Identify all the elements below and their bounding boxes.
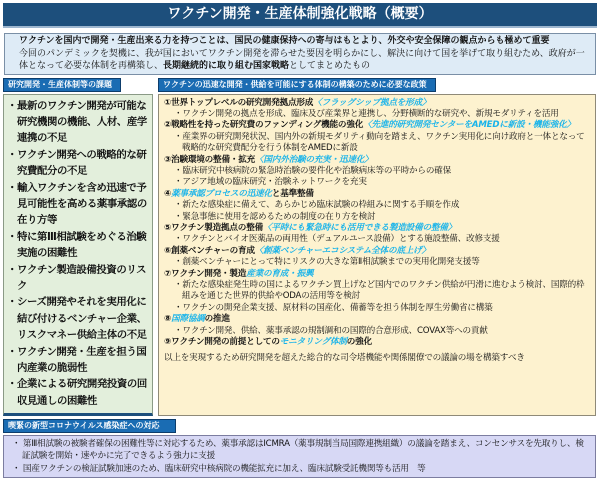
policy-heading	[164, 120, 592, 131]
covid-response-label: 喫緊の新型コロナウイルス感染症への対応	[3, 419, 176, 433]
policies-label: ワクチンの迅速な開発・供給を可能にする体制の構築のために必要な政策	[158, 78, 436, 92]
challenges-label: 研究開発・生産体制等の課題	[3, 78, 121, 92]
policy-heading	[164, 269, 592, 280]
policy-bullet: ・臨床研究中核病院の緊急時治験の要件化や治験病床等の平時からの確保	[174, 165, 451, 176]
policy-title: ②戦略性を持った研究費のファンディング機能の強化	[164, 120, 364, 131]
policy-highlight: 〈創薬ベンチャーエコシステム全体の底上げ〉	[254, 245, 431, 256]
policy-title-suffix: の強化	[346, 337, 372, 348]
challenge-item: ・ワクチン開発・生産を担う国内産業の脆弱性	[7, 345, 147, 374]
policy-heading	[164, 314, 592, 325]
policy-bullet: ・創薬ベンチャーにとって特にリスクの大きな第Ⅱ相試験までの実用化開発支援等	[174, 257, 480, 268]
challenge-item: ・企業による研究開発投資の回収見通しの困難性	[7, 378, 147, 407]
intro-body-text: 今回のパンデミックを契機に、我が国においてワクチン開発を滞らせた要因を明らかにし、解決に向けて国を挙げて取り組むため、政府が一体となって必要な体制を再構築し、	[19, 48, 585, 71]
challenge-item: ・特に第Ⅲ相試験をめぐる治験実施の困難性	[7, 230, 147, 260]
intro-box	[4, 33, 596, 75]
intro-emphasis: 長期継続的に取り組む国家戦略	[163, 61, 290, 71]
main-panels	[3, 94, 597, 417]
policy-heading	[164, 98, 592, 109]
policy-title: ⑨ワクチン開発の前提としての	[164, 337, 280, 348]
policy-highlight: 産業の育成・振興	[246, 268, 314, 279]
policies-panel	[158, 94, 596, 417]
policy-highlight: モニタリング体制	[279, 337, 347, 348]
policy-bullet: ・緊急事態に使用を認めるための制度の在り方を検討	[174, 211, 376, 222]
covid-response-item: ・ 国産ワクチンの検証試験加速のため、臨床研究中核病院の機能拡充に加え、臨床試験受託機関等も活用 等	[12, 463, 426, 474]
intro-lead: ワクチンを国内で開発・生産出来る力を持つことは、国民の健康保持への寄与はもとより、外交や安全保障の観点からも極めて重要	[19, 36, 550, 46]
policy-title-suffix: と基準整備	[271, 188, 314, 199]
policy-bullet: ・ワクチンとバイオ医薬品の両用性（デュアルユース設備）とする施設整備、改修支援	[174, 234, 500, 245]
page-title: ワクチン開発・生産体制強化戦略（概要）	[3, 3, 597, 28]
policy-bullet: ・新たな感染症発生時の国によるワクチン買上げなど国内でのワクチン供給が円滑に進むよう検討、国際的枠組みを通じた世界的供給やODAの活用等を検討	[174, 280, 585, 302]
challenges-panel	[3, 94, 153, 417]
policy-highlight: 〈フラッグシップ拠点を形成〉	[313, 97, 431, 108]
policy-bullet: ・ワクチン開発の拠点を形成、臨床及び産業界と連携し、分野横断的な研究や、新規モダリティを活用	[174, 108, 559, 119]
policy-bullet: ・ワクチンの開発企業支援、原材料の国産化、備蓄等を担う体制を厚生労働省に構築	[174, 302, 493, 313]
policy-heading	[164, 337, 592, 348]
covid-response-panel	[3, 435, 596, 478]
policy-title: ①世界トップレベルの研究開発拠点形成	[164, 97, 314, 108]
policy-title: ④	[164, 188, 172, 199]
covid-label-row	[3, 419, 597, 433]
policy-heading	[164, 246, 592, 257]
policy-conclusion: 以上を実現するため研究開発を超えた総合的な司令塔機能や関係閣僚での議論の場を構築すべき	[164, 353, 525, 364]
policy-highlight: 〈先進的研究開発センターをAMEDに新設・機能強化〉	[363, 120, 575, 131]
policy-title-suffix: の推進	[204, 314, 230, 325]
policy-highlight: 〈平時にも緊急時にも活用できる製造設備の整備〉	[262, 222, 457, 233]
policy-heading	[164, 223, 592, 234]
policy-bullet: ・新たな感染症に備えて、あらかじめ臨床試験の枠組みに関する手順を作成	[174, 200, 460, 211]
policy-bullet: ・ワクチン開発、供給、薬事承認の規制調和の国際的合意形成、COVAX等への貢献	[174, 325, 488, 336]
policy-title: ⑦ワクチン開発・製造	[164, 268, 247, 279]
policy-highlight: 薬事承認プロセスの迅速化	[171, 188, 272, 199]
policy-title: ⑧	[164, 314, 172, 325]
policy-heading	[164, 189, 592, 200]
challenge-item: ・最新のワクチン開発が可能な研究機関の機能、人材、産学連携の不足	[7, 99, 147, 145]
policy-bullet: ・アジア地域の臨床研究・治験ネットワークを充実	[174, 177, 367, 188]
panel-labels	[3, 78, 597, 92]
challenge-item: ・輸入ワクチンを含め迅速で予見可能性を高める薬事承認の在り方等	[7, 181, 147, 227]
challenge-item: ・シーズ開発やそれを実用化に結び付けるベンチャー企業、リスクマネー供給主体の不足	[7, 296, 147, 342]
policy-title: ③治験環境の整備・拡充	[164, 154, 256, 165]
policy-heading	[164, 155, 592, 166]
policy-title: ⑤ワクチン製造拠点の整備	[164, 222, 263, 233]
policy-title: ⑥創薬ベンチャーの育成	[164, 245, 255, 256]
policy-highlight: 国際協調	[171, 314, 205, 325]
policy-bullet: ・産業界の研究開発状況、国内外の新規モダリティ動向を踏まえ、ワクチン実用化に向け政府と一体となって戦略的な研究費配分を行う体制をAMEDに新設	[174, 131, 585, 154]
policy-highlight: 〈国内外治験の充実・迅速化〉	[255, 154, 373, 165]
intro-body	[9, 48, 591, 73]
intro-body-end: としてまとめたもの	[289, 61, 371, 71]
covid-response-item: ・ 第Ⅲ相試験の被験者確保の困難性等に対応するため、薬事承認はICMRA（薬事規制当局国際連携組織）の議論を踏まえ、コンセンサスを先取りし、検証試験を開始・速やかに完了できるよう強力に支援	[12, 439, 584, 462]
challenge-item: ・ワクチン製造設備投資のリスク	[7, 263, 147, 292]
challenge-item: ・ワクチン開発への戦略的な研究費配分の不足	[7, 148, 147, 178]
